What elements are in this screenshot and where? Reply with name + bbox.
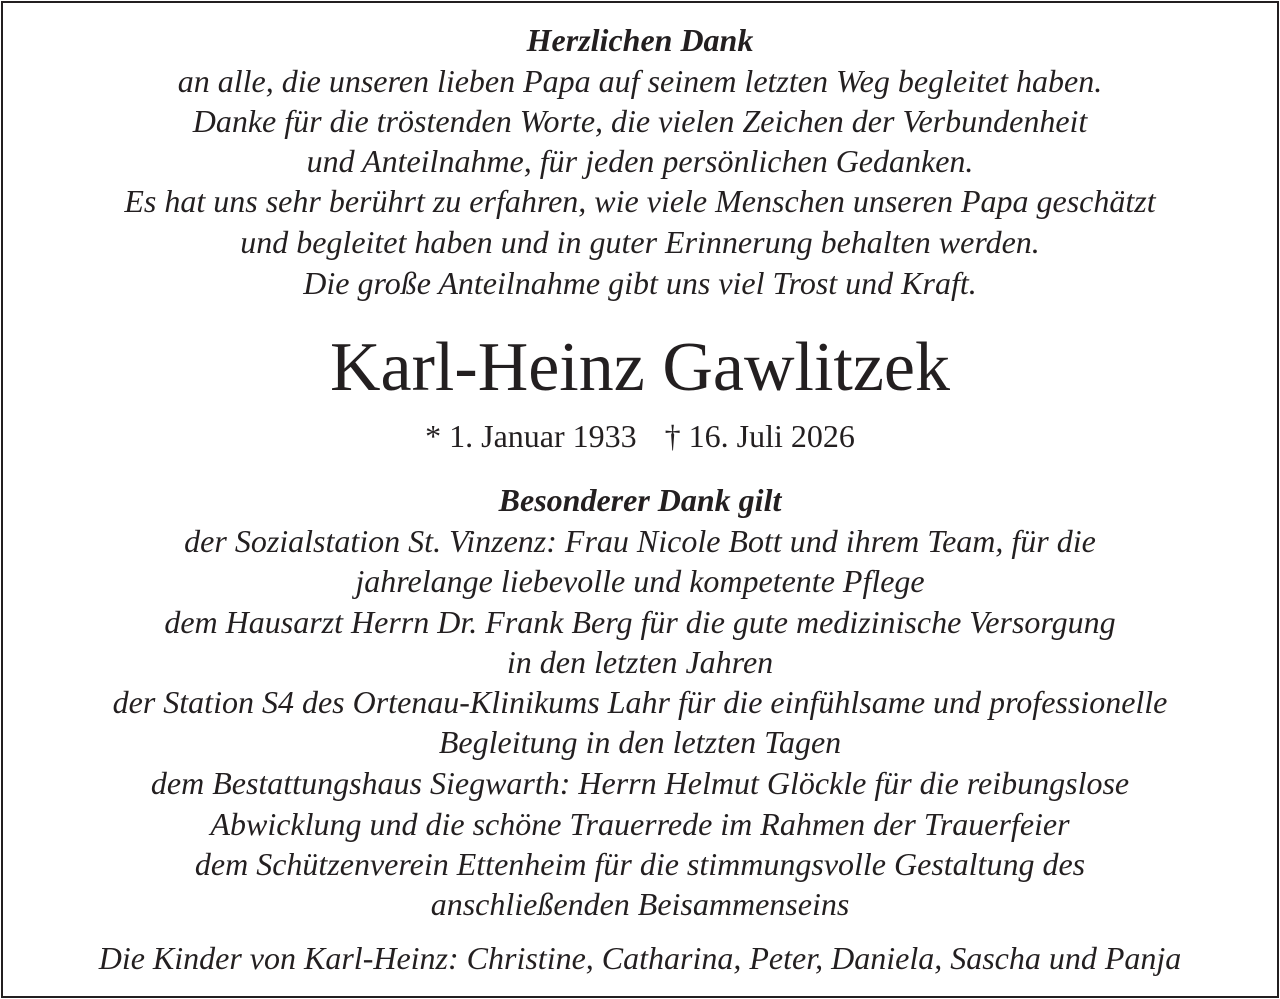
thanks-heading: Herzlichen Dank: [526, 22, 754, 58]
special-thanks-line: dem Hausarzt Herrn Dr. Frank Berg für die gute medizinische Versorgung: [164, 604, 1116, 640]
special-thanks-line: dem Schützenverein Ettenheim für die stimmungsvolle Gestaltung des: [194, 846, 1086, 882]
thanks-line: an alle, die unseren lieben Papa auf seinem letzten Weg begleitet haben.: [177, 63, 1103, 99]
thanks-line: Danke für die tröstenden Worte, die vielen Zeichen der Verbundenheit: [192, 103, 1088, 139]
special-thanks-line: der Station S4 des Ortenau-Klinikums Lahr für die einfühlsame und professionelle: [112, 684, 1168, 720]
special-thanks-line: Begleitung in den letzten Tagen: [438, 724, 842, 760]
deceased-name: Karl-Heinz Gawlitzek: [330, 329, 950, 406]
thanks-line: Die große Anteilnahme gibt uns viel Trost und Kraft.: [303, 265, 977, 301]
thanks-line: Es hat uns sehr berührt zu erfahren, wie viele Menschen unseren Papa geschätzt: [124, 183, 1156, 219]
birth-date: * 1. Januar 1933: [425, 418, 637, 454]
life-dates: [0, 416, 1280, 456]
signature-line: Die Kinder von Karl-Heinz: Christine, Catharina, Peter, Daniela, Sascha und Panja: [98, 940, 1182, 976]
special-thanks-line: anschließenden Beisammenseins: [430, 886, 850, 922]
special-thanks-line: in den letzten Jahren: [506, 644, 774, 680]
thanks-line: und begleitet haben und in guter Erinnerung behalten werden.: [240, 224, 1040, 260]
special-thanks-heading: Besonderer Dank gilt: [498, 482, 782, 518]
special-thanks-line: Abwicklung und die schöne Trauerrede im Rahmen der Trauerfeier: [210, 806, 1070, 842]
special-thanks-line: der Sozialstation St. Vinzenz: Frau Nicole Bott und ihrem Team, für die: [184, 523, 1096, 559]
death-date: † 16. Juli 2026: [664, 418, 855, 454]
thanks-line: und Anteilnahme, für jeden persönlichen Gedanken.: [306, 143, 974, 179]
special-thanks-line: dem Bestattungshaus Siegwarth: Herrn Helmut Glöckle für die reibungslose: [150, 765, 1130, 801]
special-thanks-line: jahrelange liebevolle und kompetente Pflege: [355, 563, 925, 599]
